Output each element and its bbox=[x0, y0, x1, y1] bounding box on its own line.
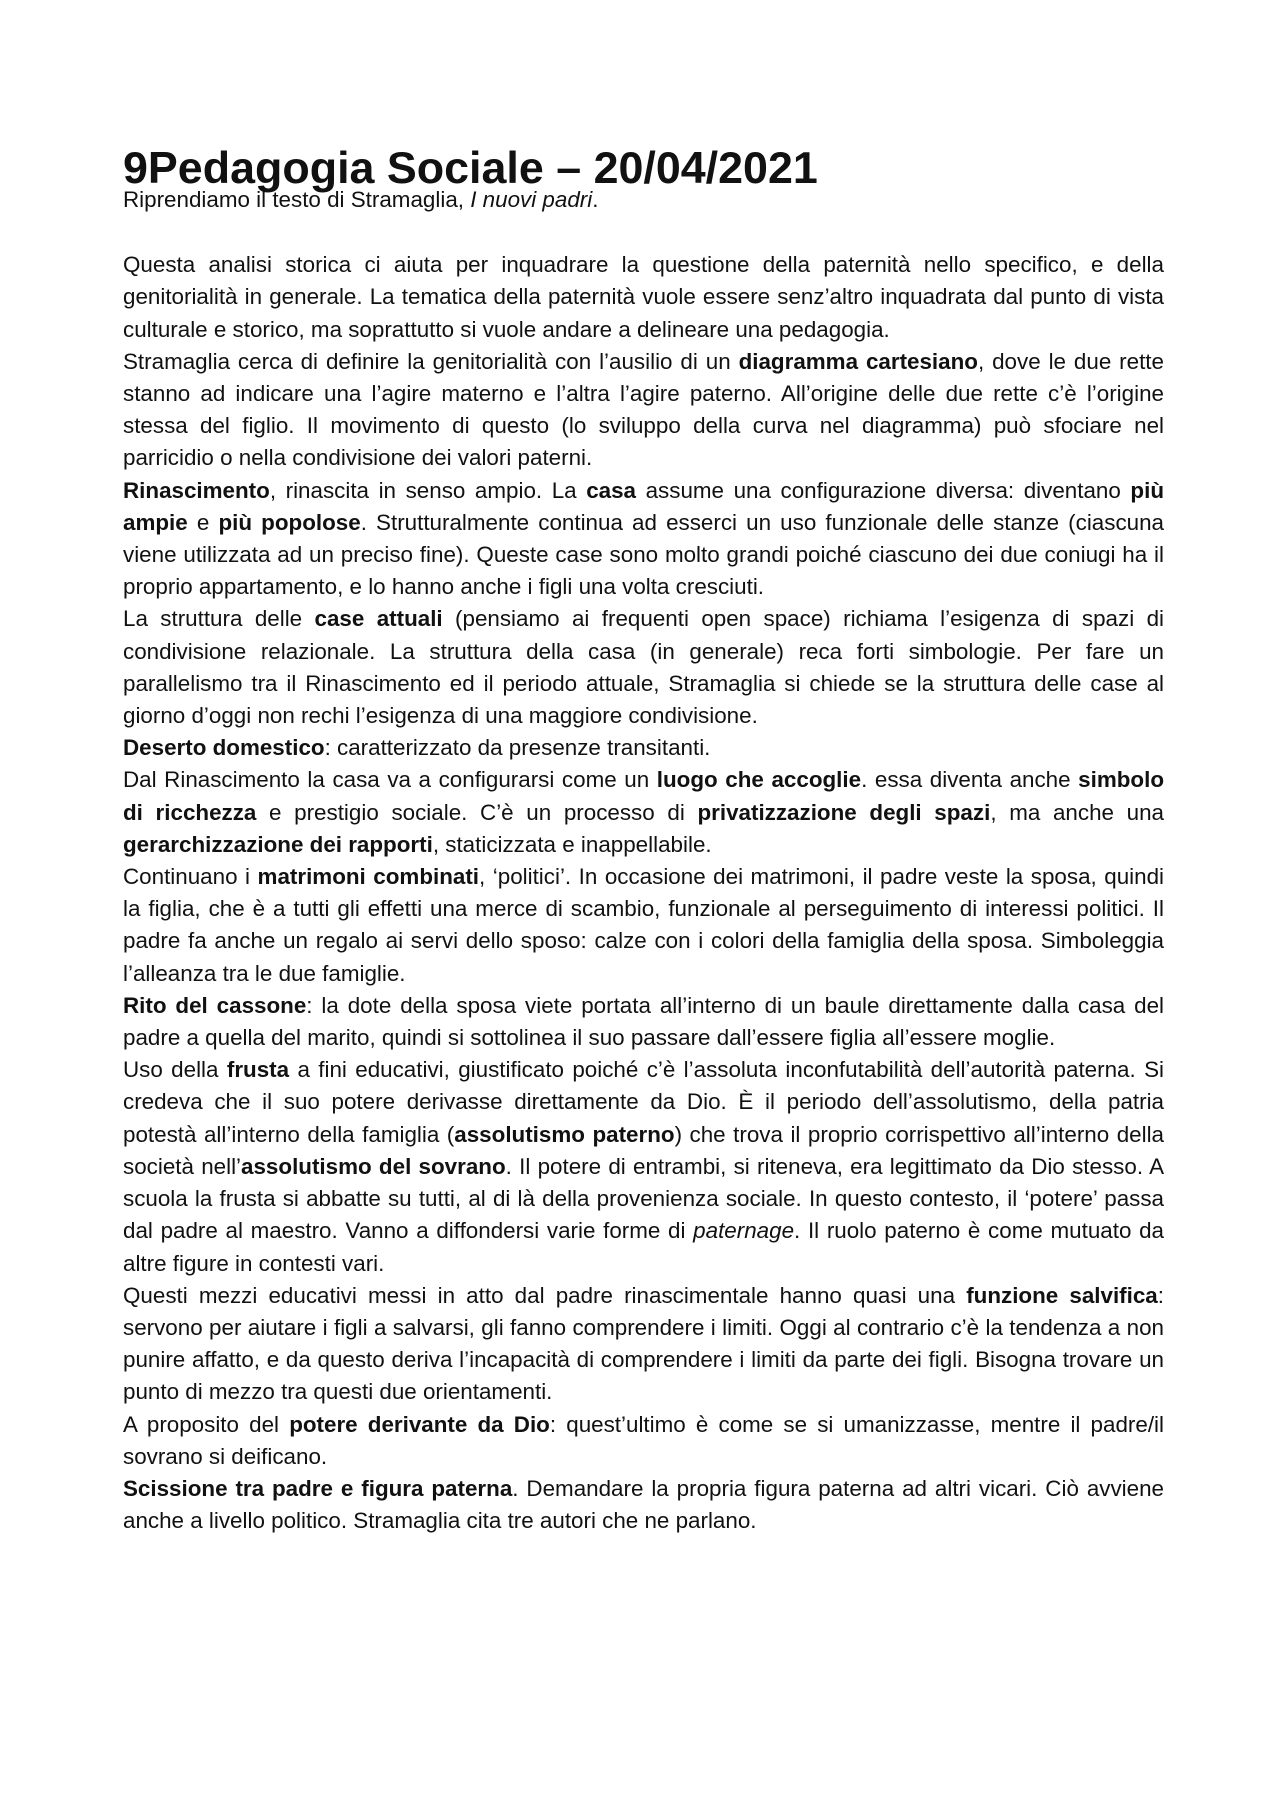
text-run: Stramaglia cerca di definire la genitorialità con l’ausilio di un bbox=[123, 348, 739, 374]
text-run: , ‘politici’. In occasione dei matrimoni, il padre veste la sposa, quindi la figlia, che è a tutti gli effetti una merce di scambio, funzionale al perseguimento di interessi politici. Il padre fa anche un regalo ai servi dello sposo: calze con i colori della famiglia della sposa. Simboleggia l’alleanza tra le due famiglie. bbox=[123, 864, 1165, 986]
text-run: . essa diventa anche bbox=[861, 767, 1079, 793]
bold-term: gerarchizzazione dei rapporti bbox=[123, 831, 433, 857]
paragraph-cartesian-diagram bbox=[123, 346, 1164, 475]
text-run: : caratterizzato da presenze transitanti. bbox=[324, 735, 711, 761]
text-run: e bbox=[187, 509, 219, 535]
paragraph-domestic-desert bbox=[123, 732, 1164, 764]
text-run: Continuano i bbox=[123, 864, 258, 890]
bold-term: più ampie bbox=[123, 477, 1164, 535]
text-run: , staticizzata e inappellabile. bbox=[432, 831, 712, 857]
paragraph-power-from-god bbox=[123, 1409, 1164, 1473]
paragraph-salvific-function bbox=[123, 1280, 1164, 1409]
paragraph-storical-analysis bbox=[123, 249, 1164, 346]
text-run: A proposito del bbox=[123, 1411, 290, 1437]
bold-term: Rinascimento bbox=[123, 477, 270, 503]
text-run: , rinascita in senso ampio. La bbox=[269, 477, 587, 503]
paragraph-arranged-marriages bbox=[123, 861, 1164, 990]
text-run: e prestigio sociale. C’è un processo di bbox=[256, 799, 698, 825]
text-run: Questa analisi storica ci aiuta per inquadrare la questione della paternità nello specifico, e della genitorialità in generale. La tematica della paternità vuole essere senz’altro inquadrata dal punto di vista culturale e storico, ma soprattutto si vuole andare a delineare una pedagogia. bbox=[123, 252, 1164, 342]
text-run: (pensiamo ai frequenti open space) richiama l’esigenza di spazi di condivisione relazionale. La struttura della casa (in generale) reca forti simbologie. Per fare un parallelismo tra il Rinascimento ed il periodo attuale, Stramaglia si chiede se la struttura delle case al giorno d’oggi non rechi l’esigenza di una maggiore condivisione. bbox=[123, 606, 1164, 729]
text-run: a fini educativi, giustificato poiché c’è l’assoluta inconfutabilità dell’autorità paterna. Si credeva che il suo potere derivasse direttamente da Dio. È il periodo dell’assolutismo, della patria potestà all’interno della famiglia ( bbox=[123, 1057, 1164, 1147]
paragraph-current-houses bbox=[123, 603, 1164, 732]
bold-term: assolutismo paterno bbox=[454, 1121, 675, 1147]
bold-term: più popolose bbox=[218, 509, 361, 535]
bold-term: assolutismo del sovrano bbox=[241, 1153, 506, 1179]
text-run: : quest’ultimo è come se si umanizzasse, mentre il padre/il sovrano si deificano. bbox=[123, 1411, 1164, 1469]
bold-term: potere derivante da Dio bbox=[289, 1411, 550, 1437]
text-run: Riprendiamo il testo di Stramaglia, bbox=[123, 187, 471, 212]
bold-term: frusta bbox=[226, 1057, 290, 1083]
text-run: . Il potere di entrambi, si riteneva, era legittimato da Dio stesso. A scuola la frusta si abbatte su tutti, al di là della provenienza sociale. In questo contesto, il ‘potere’ passa dal padre al maestro. Vanno a diffondersi varie forme di bbox=[123, 1153, 1164, 1244]
text-run: : servono per aiutare i figli a salvarsi, gli fanno comprendere i limiti. Oggi al contrario c’è la tendenza a non punire affatto, e da questo deriva l’incapacità di comprendere i limiti da parte dei figli. Bisogna trovare un punto di mezzo tra questi due orientamenti. bbox=[123, 1282, 1164, 1405]
text-run: . Il ruolo paterno è come mutuato da altre figure in contesti vari. bbox=[123, 1218, 1164, 1276]
italic-term: I nuovi padri bbox=[470, 187, 593, 212]
text-run: La struttura delle bbox=[123, 606, 315, 632]
text-run: , ma anche una bbox=[990, 799, 1164, 825]
bold-term: funzione salvifica bbox=[966, 1282, 1158, 1308]
bold-term: Rito del cassone bbox=[123, 992, 307, 1018]
bold-term: casa bbox=[586, 477, 637, 503]
italic-term: paternage bbox=[693, 1218, 795, 1244]
text-run: Questi mezzi educativi messi in atto dal padre rinascimentale hanno quasi una bbox=[123, 1282, 967, 1308]
bold-term: matrimoni combinati bbox=[257, 864, 480, 890]
text-run: , dove le due rette stanno ad indicare una l’agire materno e l’altra l’agire paterno. All’origine delle due rette c’è l’origine stessa del figlio. Il movimento di questo (lo sviluppo della curva nel diagramma) può sfociare nel parricidio o nella condivisione dei valori paterni. bbox=[123, 348, 1164, 471]
text-run: . bbox=[592, 187, 599, 212]
paragraph-welcoming-place bbox=[123, 764, 1164, 861]
bold-term: Scissione tra padre e figura paterna bbox=[123, 1475, 513, 1501]
bold-term: diagramma cartesiano bbox=[738, 348, 978, 374]
paragraph-father-split bbox=[123, 1473, 1164, 1537]
paragraph-whip-absolutism bbox=[123, 1054, 1164, 1279]
bold-term: privatizzazione degli spazi bbox=[697, 799, 991, 825]
text-run: : la dote della sposa viete portata all’interno di un baule direttamente dalla casa del padre a quella del marito, quindi si sottolinea il suo passare dall’essere figlia all’essere moglie. bbox=[123, 992, 1164, 1051]
paragraph-renaissance-house bbox=[123, 475, 1164, 604]
text-run: . Demandare la propria figura paterna ad altri vicari. Ciò avviene anche a livello politico. Stramaglia cita tre autori che ne parlano. bbox=[123, 1475, 1164, 1534]
paragraph-chest-rite bbox=[123, 990, 1164, 1054]
document-body bbox=[123, 249, 1164, 1537]
text-run: ) che trova il proprio corrispettivo all’interno della società nell’ bbox=[123, 1121, 1165, 1179]
bold-term: simbolo di ricchezza bbox=[123, 767, 1165, 825]
bold-term: case attuali bbox=[314, 606, 443, 632]
text-run: . Strutturalmente continua ad esserci un uso funzionale delle stanze (ciascuna viene utilizzata ad un preciso fine). Queste case sono molto grandi poiché ciascuno dei due coniugi ha il proprio appartamento, e lo hanno anche i figli una volta cresciuti. bbox=[123, 509, 1165, 600]
document-title: 9Pedagogia Sociale – 20/04/2021 bbox=[123, 143, 818, 193]
bold-term: luogo che accoglie bbox=[656, 767, 862, 793]
text-run: assume una configurazione diversa: diventano bbox=[636, 477, 1131, 503]
bold-term: Deserto domestico bbox=[123, 735, 325, 761]
text-run: Dal Rinascimento la casa va a configurarsi come un bbox=[123, 767, 657, 793]
text-run: Uso della bbox=[123, 1057, 227, 1083]
